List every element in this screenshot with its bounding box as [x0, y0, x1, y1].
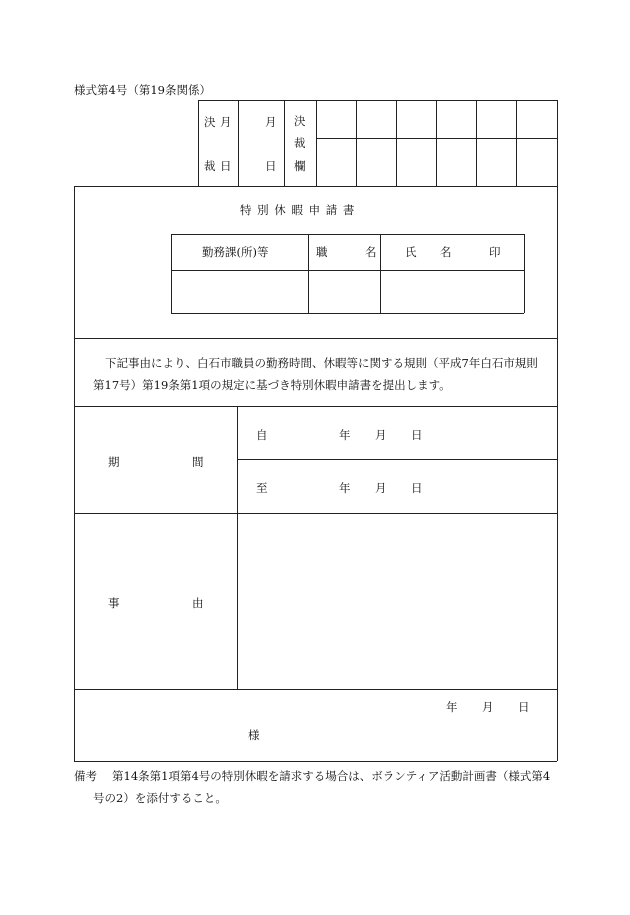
name-seal-field[interactable] [381, 271, 524, 313]
approval-stamp-cell[interactable] [516, 100, 557, 138]
approval-stamp-cell[interactable] [476, 100, 516, 138]
note-line1: 第14条第1項第4号の特別休暇を請求する場合は、ボランティア活動計画書（様式第4 [112, 769, 551, 783]
approval-month: 月 [265, 115, 277, 129]
note-line2: 号の2）を添付すること。 [93, 791, 227, 805]
approval-day-char: 日 [220, 159, 232, 173]
approval-stamp-cell[interactable] [356, 100, 396, 138]
footer-date-month: 月 [482, 700, 494, 714]
footer-date-year: 年 [446, 700, 458, 714]
header-name-2: 名 [440, 245, 452, 259]
kessai-ran-1: 決 [294, 114, 306, 128]
kessai-ran-3: 欄 [294, 159, 306, 173]
period-to-month: 月 [375, 481, 387, 495]
header-position-2: 名 [365, 245, 377, 259]
header-name-1: 氏 [405, 245, 417, 259]
period-to-field[interactable] [238, 460, 557, 513]
approval-stamp-cell[interactable] [316, 100, 356, 138]
period-to-year: 年 [339, 481, 351, 495]
approval-stamp-cell[interactable] [476, 138, 516, 186]
approval-stamp-cell[interactable] [396, 100, 436, 138]
reason-field[interactable] [238, 514, 557, 689]
period-from-year: 年 [339, 428, 351, 442]
approval-stamp-cell[interactable] [516, 138, 557, 186]
header-position-1: 職 [316, 245, 328, 259]
reason-label-1: 事 [108, 596, 120, 610]
period-from-day: 日 [411, 428, 423, 442]
period-to-day: 日 [411, 481, 423, 495]
period-from-month: 月 [375, 428, 387, 442]
department-field[interactable] [172, 271, 308, 313]
period-label-1: 期 [108, 455, 120, 469]
position-field[interactable] [309, 271, 380, 313]
period-from-field[interactable] [238, 407, 557, 459]
approval-stamp-cell[interactable] [356, 138, 396, 186]
header-seal: 印 [489, 245, 501, 259]
approval-kessai-top: 決 [204, 115, 216, 129]
period-to-label: 至 [256, 481, 268, 495]
application-date-field[interactable] [400, 692, 555, 718]
approval-stamp-cell[interactable] [436, 100, 476, 138]
kessai-ran-2: 裁 [294, 136, 306, 150]
intro-text-line2: 第17号）第19条第1項の規定に基づき特別休暇申請書を提出します。 [93, 378, 451, 392]
period-from-label: 自 [256, 428, 268, 442]
note-label: 備考 [74, 769, 97, 783]
form-title: 特 別 休 暇 申 請 書 [240, 203, 356, 217]
reason-label-2: 由 [192, 596, 204, 610]
approval-day: 日 [265, 159, 277, 173]
period-label-2: 間 [192, 455, 204, 469]
addressee-field[interactable] [90, 722, 245, 748]
intro-text-line1: 下記事由により、白石市職員の勤務時間、休暇等に関する規則（平成7年白石市規則 [105, 356, 538, 370]
approval-month-char: 月 [220, 115, 232, 129]
approval-stamp-cell[interactable] [396, 138, 436, 186]
approval-stamp-cell[interactable] [436, 138, 476, 186]
addressee-suffix: 様 [248, 728, 260, 742]
approval-kessai-bottom: 裁 [204, 159, 216, 173]
approval-stamp-cell[interactable] [316, 138, 356, 186]
footer-date-day: 日 [518, 700, 530, 714]
header-department: 勤務課(所)等 [202, 245, 269, 259]
form-label: 様式第4号（第19条関係） [74, 83, 211, 97]
